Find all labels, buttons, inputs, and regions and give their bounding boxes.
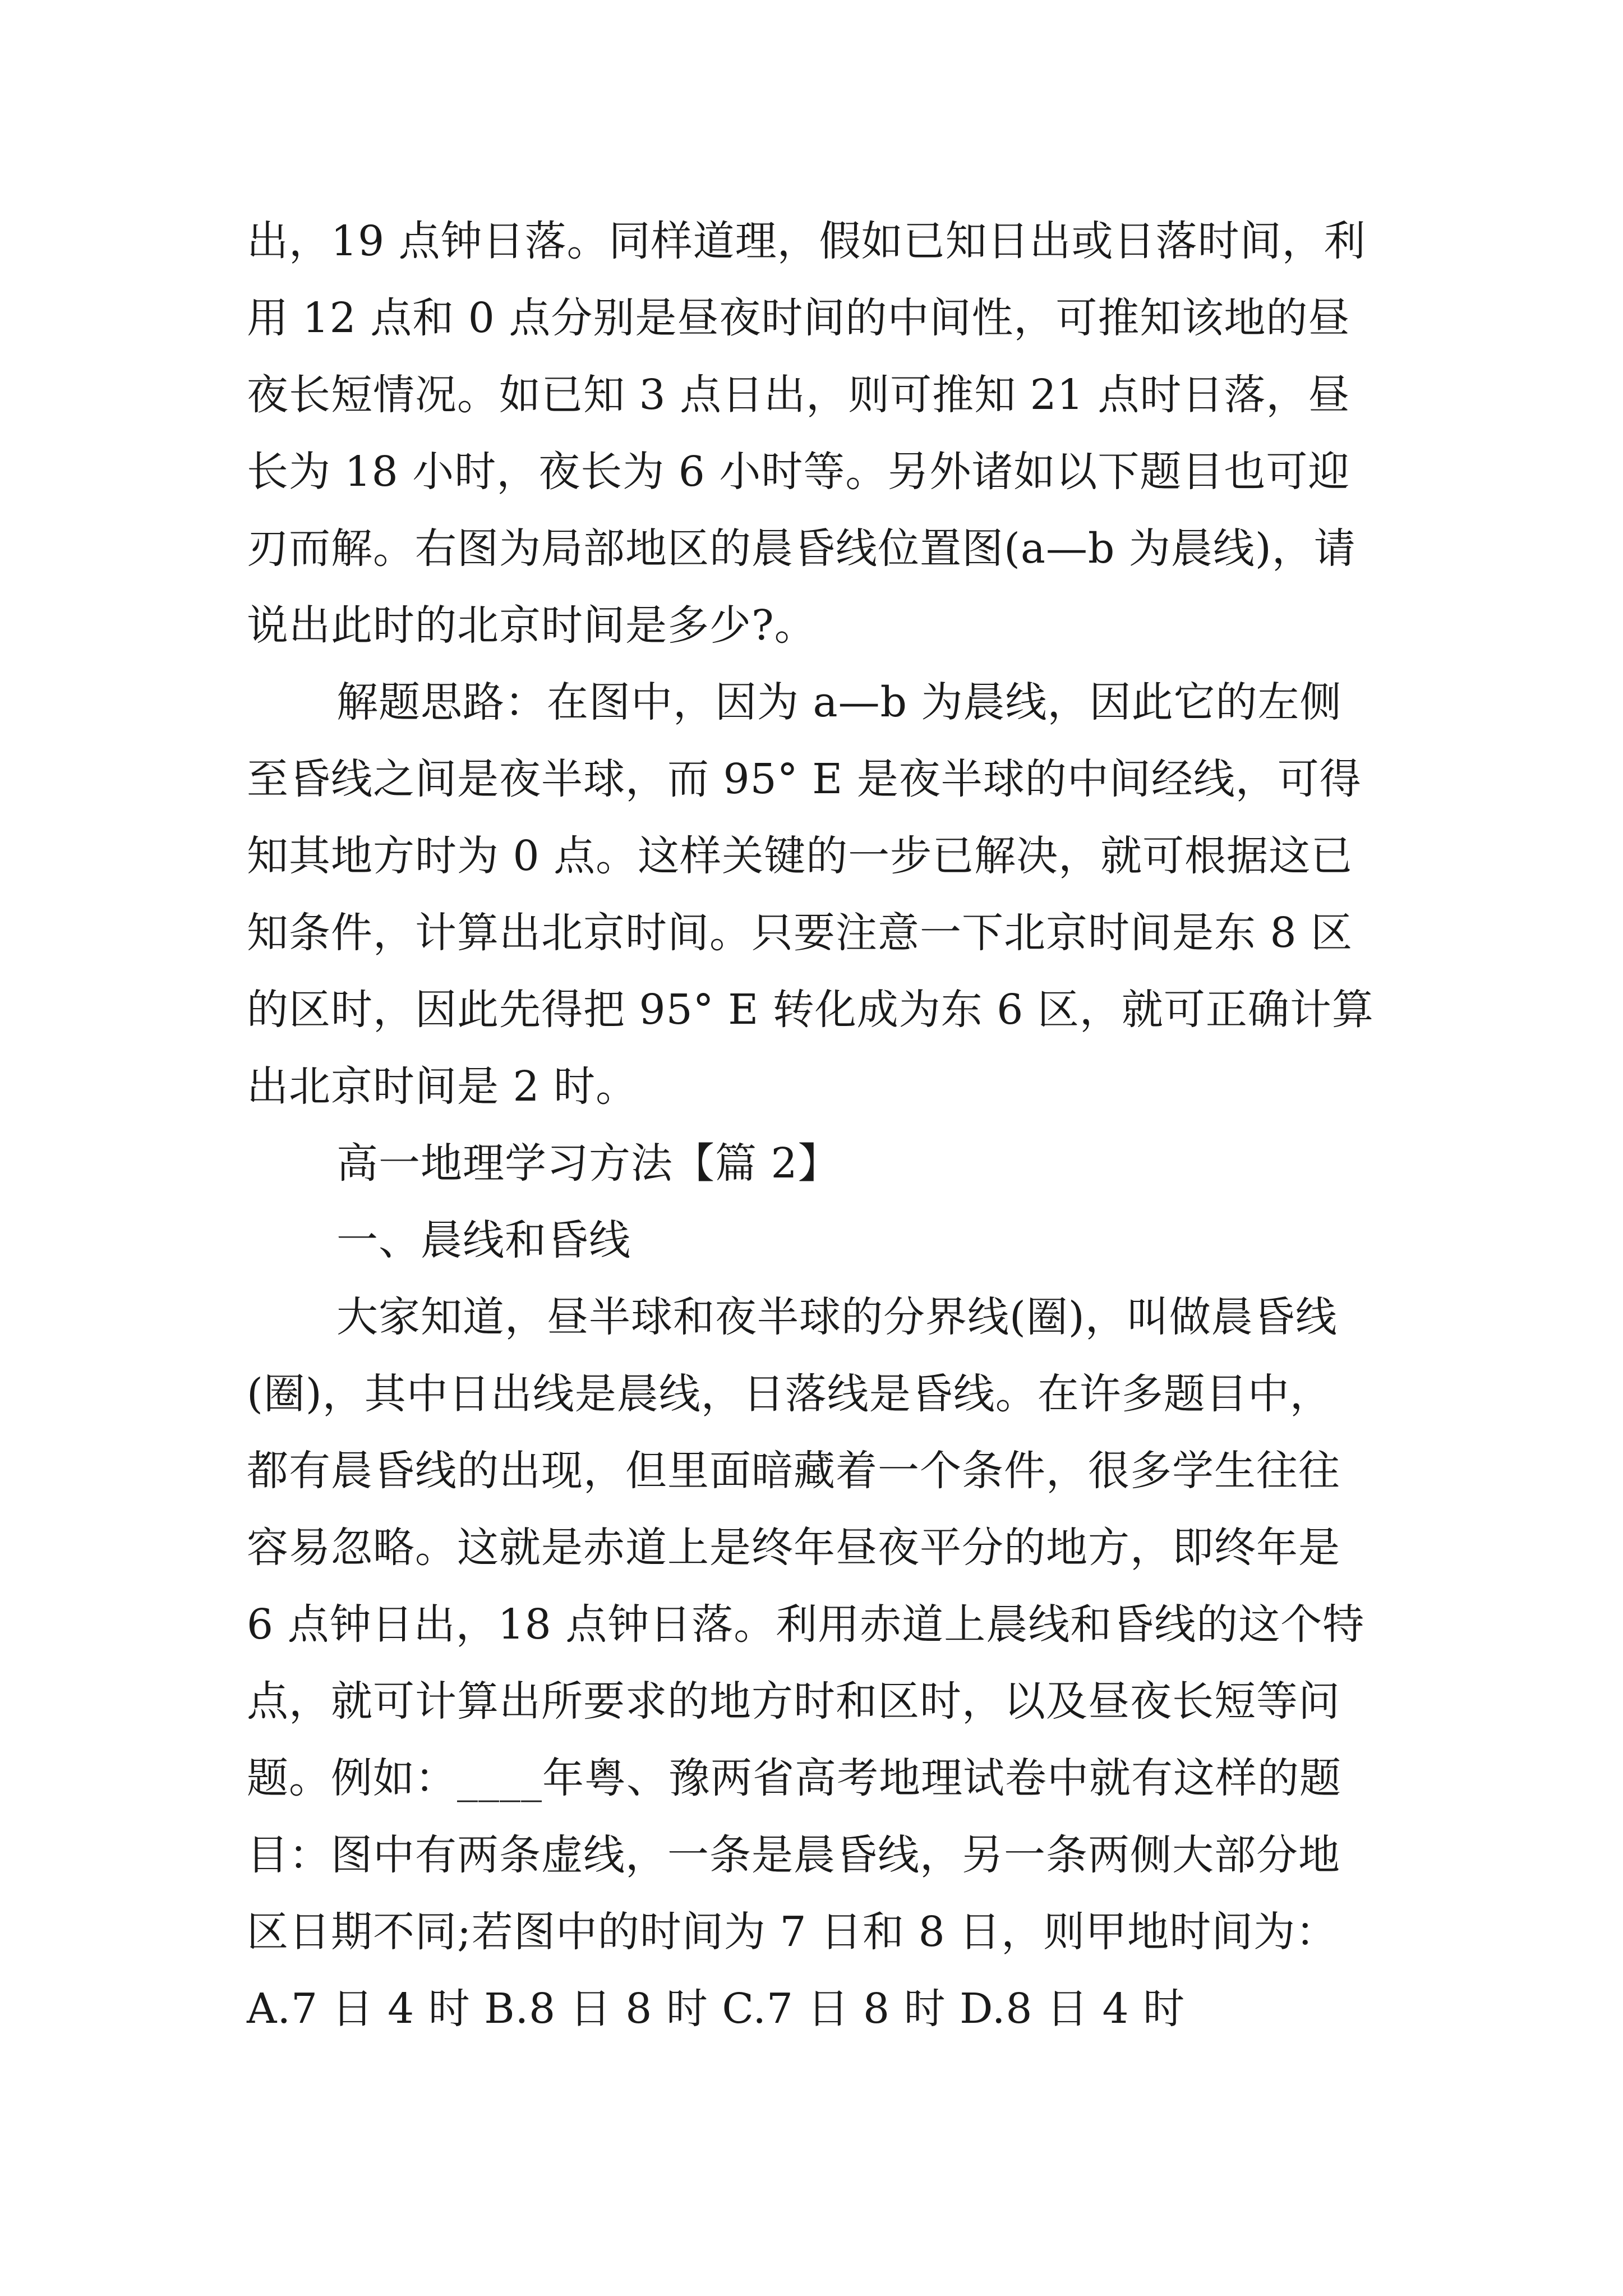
text-line-1: 出，19 点钟日落。同样道理，假如已知日出或日落时间，利: [247, 217, 1366, 265]
text-line-4: 长为 18 小时，夜长为 6 小时等。另外诸如以下题目也可迎: [247, 448, 1350, 496]
text-line-10: 知条件，计算出北京时间。只要注意一下北京时间是东 8 区: [247, 909, 1353, 957]
text-line-23: 区日期不同;若图中的时间为 7 日和 8 日，则甲地时间为：: [247, 1908, 1338, 1956]
text-line-9: 知其地方时为 0 点。这样关键的一步已解决，就可根据这已: [247, 832, 1353, 880]
text-line-11: 的区时，因此先得把 95° E 转化成为东 6 区，就可正确计算: [247, 986, 1374, 1034]
text-line-2: 用 12 点和 0 点分别是昼夜时间的中间性，可推知该地的昼: [247, 294, 1350, 342]
text-line-6: 说出此时的北京时间是多少?。: [247, 601, 817, 650]
text-line-12: 出北京时间是 2 时。: [247, 1062, 638, 1111]
solution-paragraph-start: 解题思路：在图中，因为 a—b 为晨线，因此它的左侧: [336, 678, 1342, 726]
text-line-17: 都有晨昏线的出现，但里面暗藏着一个条件，很多学生往往: [247, 1447, 1340, 1495]
answer-options: A.7 日 4 时 B.8 日 8 时 C.7 日 8 时 D.8 日 4 时: [247, 1985, 1186, 2033]
text-line-21: 题。例如：____年粤、豫两省高考地理试卷中就有这样的题: [247, 1754, 1341, 1802]
text-line-20: 点，就可计算出所要求的地方时和区时，以及昼夜长短等问: [247, 1677, 1340, 1726]
paragraph-start: 大家知道，昼半球和夜半球的分界线(圈)，叫做晨昏线: [336, 1293, 1338, 1341]
text-line-16: (圈)，其中日出线是晨线，日落线是昏线。在许多题目中，: [247, 1370, 1332, 1418]
subsection-heading: 一、晨线和昏线: [336, 1216, 631, 1264]
text-line-8: 至昏线之间是夜半球，而 95° E 是夜半球的中间经线，可得: [247, 755, 1362, 803]
text-line-18: 容易忽略。这就是赤道上是终年昼夜平分的地方，即终年是: [247, 1524, 1340, 1572]
text-line-3: 夜长短情况。如已知 3 点日出，则可推知 21 点时日落，昼: [247, 371, 1350, 419]
section-heading: 高一地理学习方法【篇 2】: [336, 1139, 840, 1188]
text-line-19: 6 点钟日出，18 点钟日落。利用赤道上晨线和昏线的这个特: [247, 1600, 1365, 1649]
text-line-5: 刃而解。右图为局部地区的晨昏线位置图(a—b 为晨线)，请: [247, 524, 1356, 573]
text-line-22: 目：图中有两条虚线，一条是晨昏线，另一条两侧大部分地: [247, 1831, 1340, 1879]
